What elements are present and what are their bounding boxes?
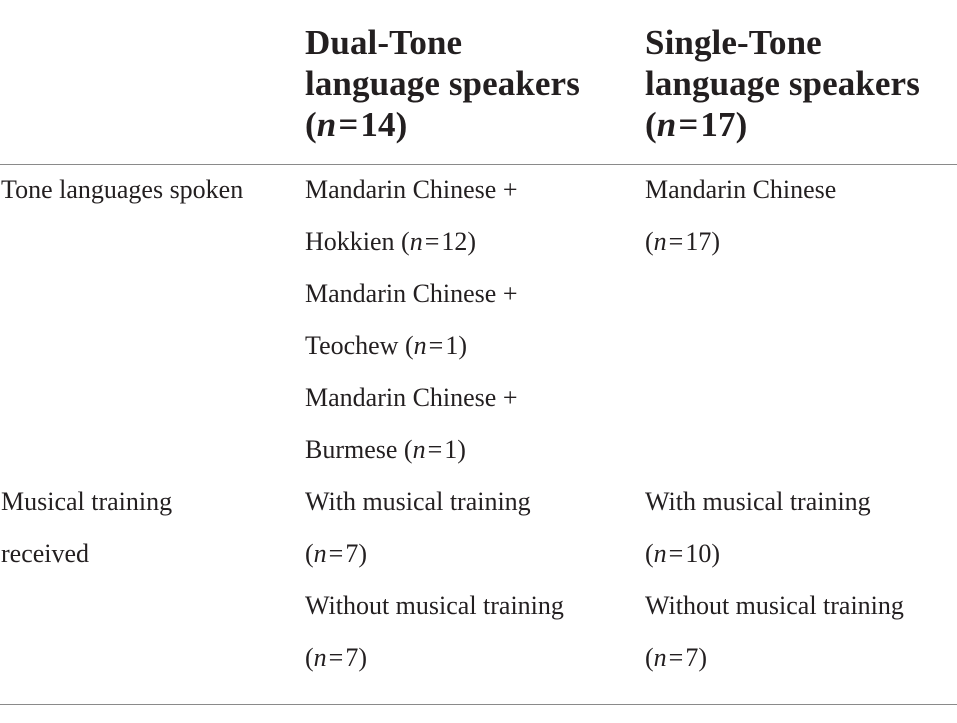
header-single-line1: Single-Tone (645, 23, 822, 62)
cell-dual-musical-training (305, 476, 640, 684)
header-dual-line1: Dual-Tone (305, 23, 463, 62)
list-item: (n=10) (645, 539, 721, 568)
cell-dual-tone-languages (305, 164, 640, 476)
header-dual-line2: language speakers (305, 64, 580, 103)
header-single-tone (645, 22, 955, 145)
list-item: Mandarin Chinese + (305, 383, 518, 412)
header-dual-tone (305, 22, 640, 145)
header-single-n: (n=17) (645, 105, 748, 144)
list-item: With musical training (305, 487, 531, 516)
list-item: Teochew (n=1) (305, 331, 467, 360)
header-dual-n: (n=14) (305, 105, 408, 144)
cell-single-tone-languages (645, 164, 955, 268)
list-item: (n=17) (645, 227, 721, 256)
list-item: Burmese (n=1) (305, 435, 466, 464)
list-item: Mandarin Chinese (645, 175, 837, 204)
list-item: (n=7) (305, 539, 368, 568)
list-item: (n=7) (645, 643, 708, 672)
list-item: Hokkien (n=12) (305, 227, 477, 256)
list-item: With musical training (645, 487, 871, 516)
list-item: Without musical training (305, 591, 564, 620)
table-bottom-rule (0, 704, 957, 705)
list-item: (n=7) (305, 643, 368, 672)
row-label-tone-languages: Tone languages spoken (1, 175, 244, 204)
list-item: Mandarin Chinese + (305, 175, 518, 204)
header-single-line2: language speakers (645, 64, 920, 103)
list-item: Without musical training (645, 591, 904, 620)
row-label-musical-training: Musical training received (1, 487, 173, 568)
list-item: Mandarin Chinese + (305, 279, 518, 308)
cell-single-musical-training (645, 476, 955, 684)
